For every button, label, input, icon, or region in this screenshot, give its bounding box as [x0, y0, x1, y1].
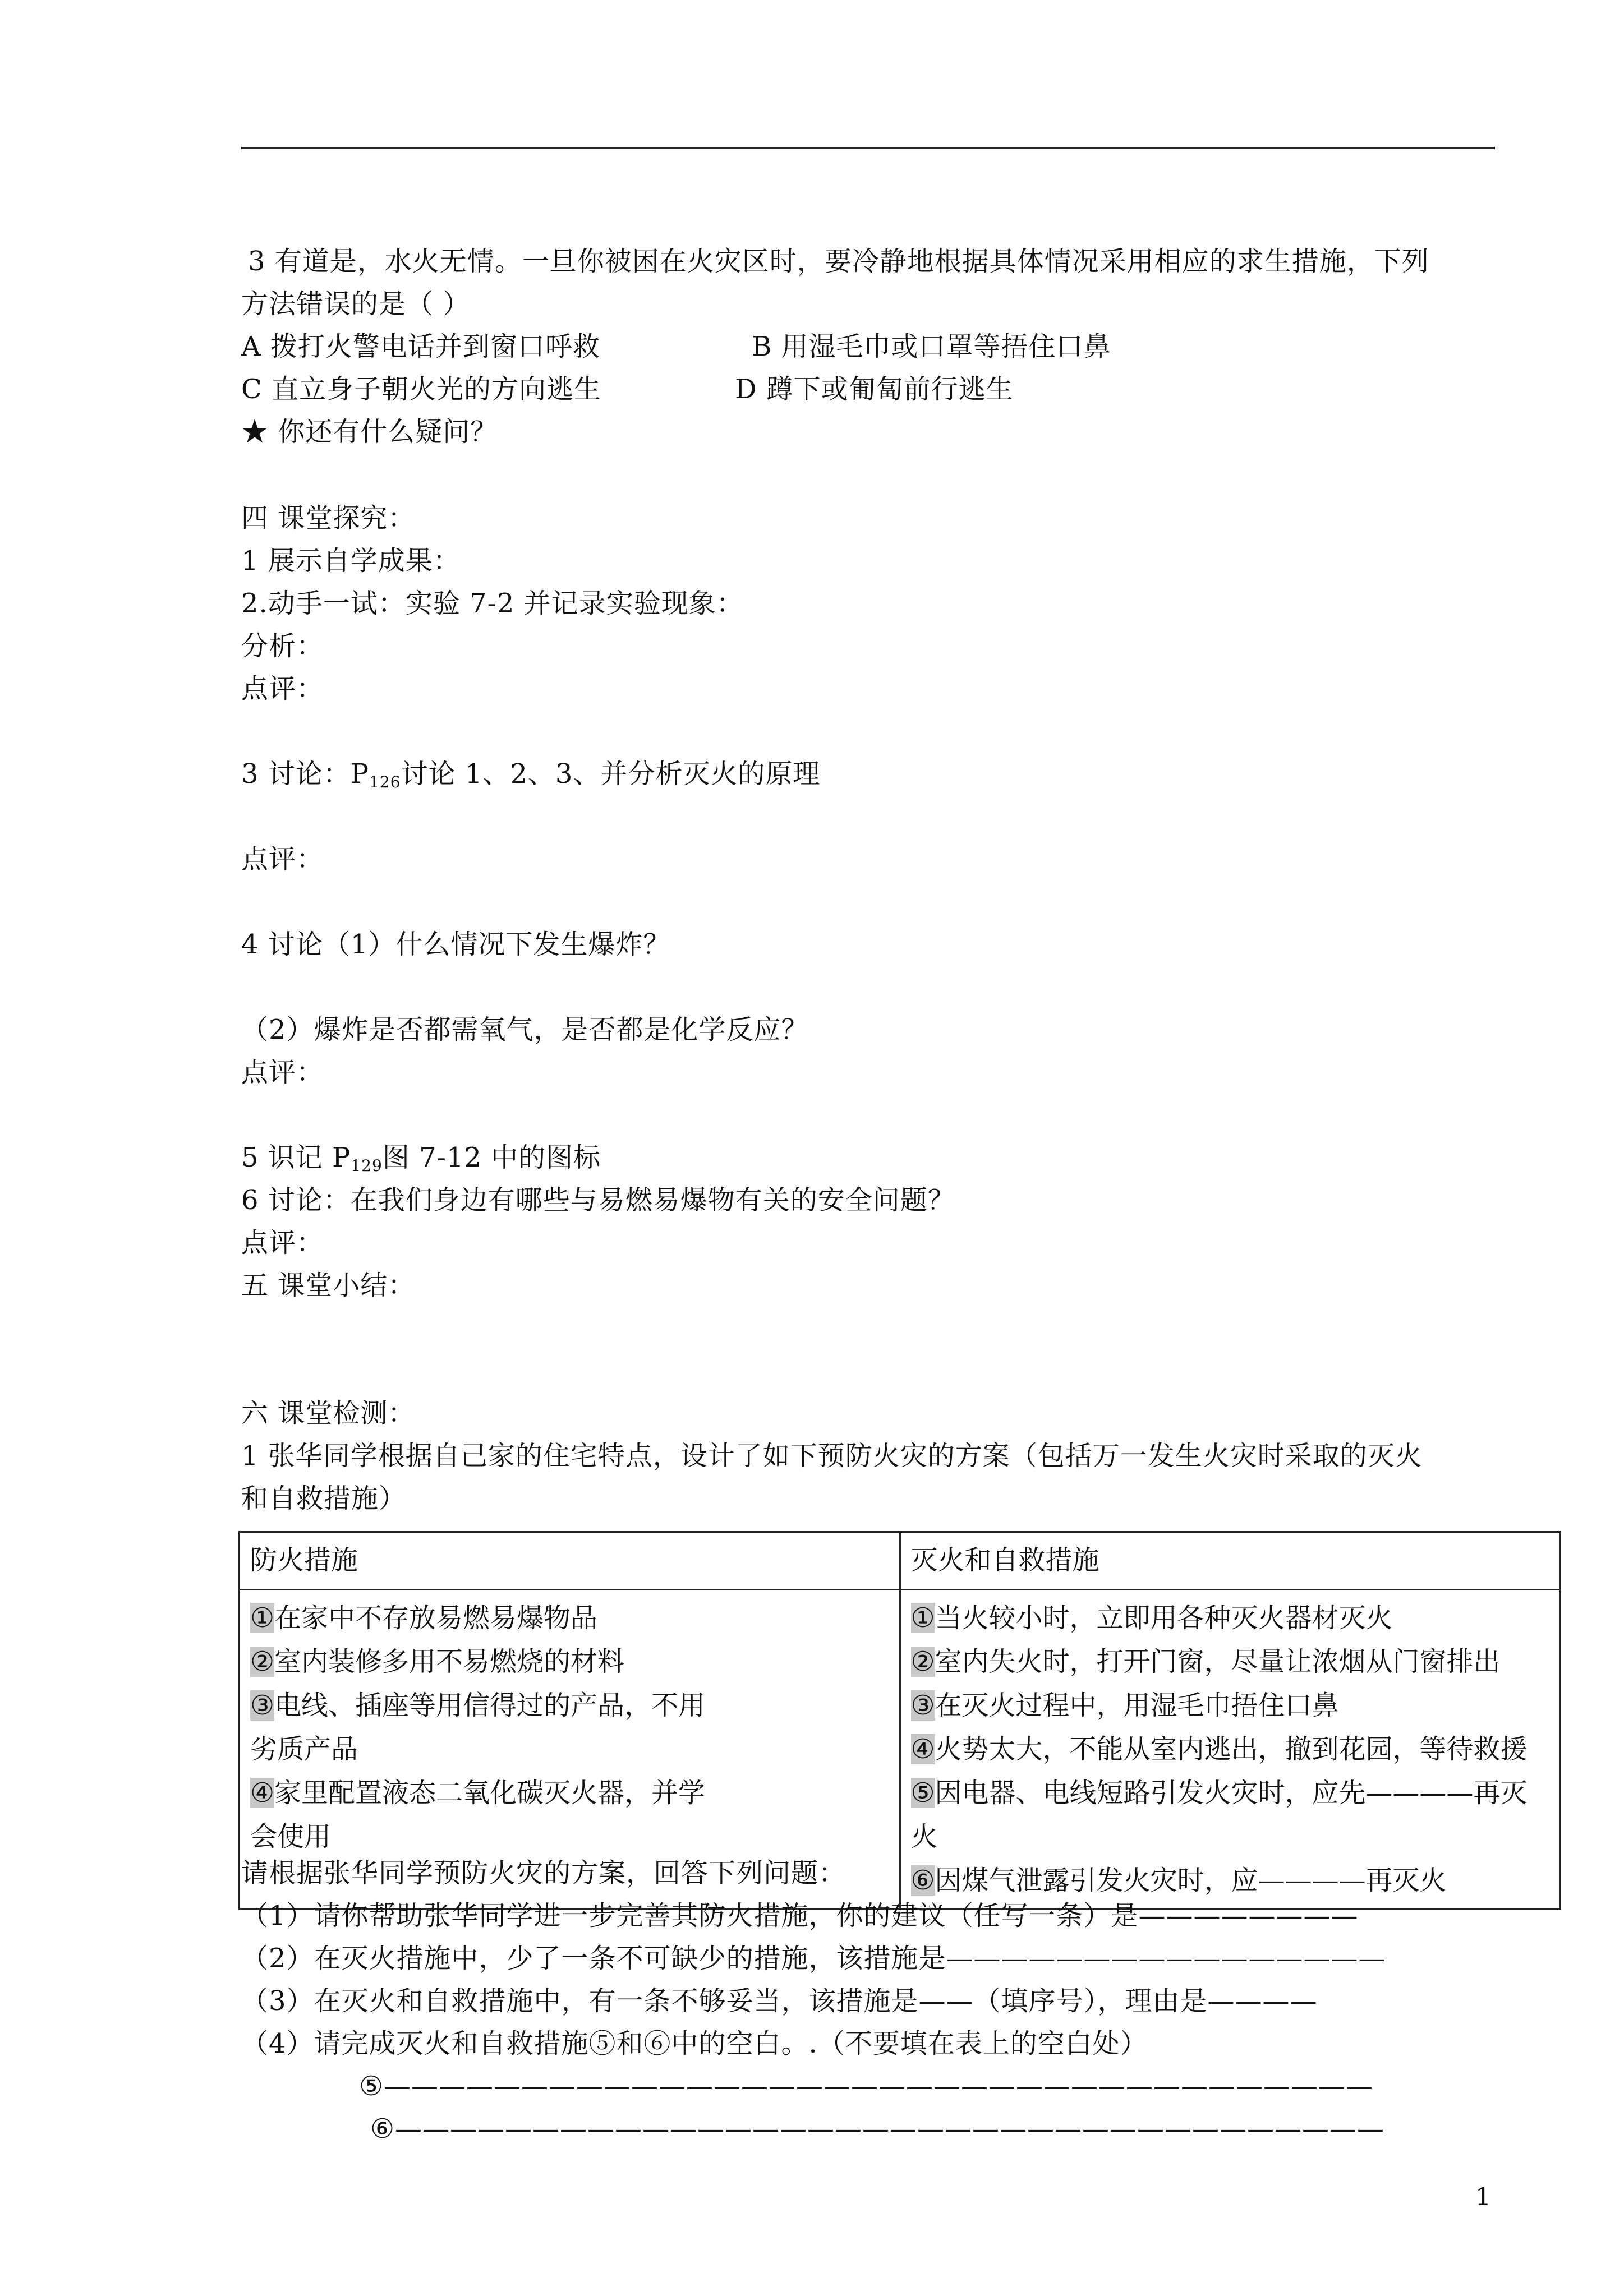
s4-item-4b: （2）爆炸是否都需氧气，是否都是化学反应？	[241, 1014, 809, 1045]
question-4: （4）请完成灭火和自救措施⑤和⑥中的空白。.（不要填在表上的空白处）	[241, 2028, 1148, 2059]
s4-item-5-pre: 5 识记 P	[241, 1142, 351, 1173]
item-text: 火势太大，不能从室内逃出，撤到花园，等待救援	[935, 1733, 1528, 1765]
s4-item-1: 1 展示自学成果：	[241, 545, 461, 577]
s6-item-1-line-1: 1 张华同学根据自己家的住宅特点，设计了如下预防火灾的方案（包括万一发生火灾时采取的灭火	[241, 1440, 1423, 1472]
fighting-item	[911, 1684, 1547, 1727]
s4-comment-label-4: 点评：	[241, 1227, 324, 1258]
question-3: （3）在灭火和自救措施中，有一条不够妥当，该措施是——（填序号），理由是————	[241, 1985, 1318, 2017]
fighting-item	[911, 1727, 1547, 1771]
q3-option-d: D 蹲下或匍匐前行逃生	[735, 374, 1014, 405]
s4-item-3-pre: 3 讨论：P	[241, 758, 370, 790]
item-text: 电线、插座等用信得过的产品，不用	[274, 1690, 706, 1721]
s4-item-3-subscript: 126	[369, 773, 401, 791]
item-number: ②	[910, 1646, 935, 1677]
prevention-item	[250, 1771, 886, 1815]
fighting-item	[911, 1640, 1547, 1684]
q3-line-2: 方法错误的是（ ）	[241, 288, 471, 320]
s4-item-6: 6 讨论：在我们身边有哪些与易燃易爆物有关的安全问题？	[241, 1184, 955, 1216]
s4-comment-label-2: 点评：	[241, 843, 324, 875]
q3-option-c: C 直立身子朝火光的方向逃生	[241, 374, 601, 405]
page-number: 1	[1475, 2183, 1491, 2211]
item-number: ⑤	[910, 1777, 935, 1809]
item-number: ④	[250, 1777, 275, 1809]
s4-comment-label-1: 点评：	[241, 673, 324, 704]
fire-plan-table	[238, 1531, 1561, 1910]
item-text: 劣质产品	[250, 1733, 358, 1765]
s4-item-3	[241, 757, 820, 799]
q3-option-a: A 拨打火警电话并到窗口呼救	[241, 331, 600, 362]
s4-item-3-post: 讨论 1、2、3、并分析灭火的原理	[401, 758, 821, 790]
s4-item-5-subscript: 129	[351, 1156, 383, 1175]
fighting-item	[911, 1859, 1547, 1902]
item-number: ①	[250, 1602, 275, 1634]
item-text: 室内装修多用不易燃烧的材料	[274, 1646, 625, 1677]
s4-analysis-label: 分析：	[241, 630, 324, 662]
item-text: 家里配置液态二氧化碳灭火器，并学	[274, 1777, 706, 1809]
prevention-item	[250, 1684, 886, 1727]
question-1: （1）请你帮助张华同学进一步完善其防火措施，你的建议（任写一条）是————————	[241, 1900, 1359, 1931]
prevention-item	[250, 1640, 886, 1684]
prevention-item-continued	[250, 1727, 886, 1771]
section-4-title: 四 课堂探究：	[241, 502, 416, 534]
header-rule	[241, 147, 1495, 149]
item-text: 会使用	[250, 1821, 332, 1852]
question-2: （2）在灭火措施中，少了一条不可缺少的措施，该措施是————————————————	[241, 1943, 1386, 1974]
questions-intro: 请根据张华同学预防火灾的方案，回答下列问题：	[241, 1857, 846, 1889]
s6-item-1-line-2: 和自救措施）	[241, 1483, 407, 1514]
prevention-item-continued	[250, 1815, 886, 1859]
header-fire-prevention: 防火措施	[240, 1532, 900, 1590]
item-text: 在灭火过程中，用湿毛巾捂住口鼻	[935, 1690, 1339, 1721]
s4-comment-label-3: 点评：	[241, 1057, 324, 1088]
table-header-row	[240, 1532, 1561, 1590]
item-number: ②	[250, 1646, 275, 1677]
answer-blank-6: ⑥————————————————————————————————————	[370, 2113, 1385, 2145]
s4-item-5-post: 图 7-12 中的图标	[382, 1142, 601, 1173]
item-number: ⑥	[910, 1865, 935, 1896]
item-number: ③	[910, 1690, 935, 1721]
item-text: 室内失火时，打开门窗，尽量让浓烟从门窗排出	[935, 1646, 1501, 1677]
section-6-title: 六 课堂检测：	[241, 1398, 416, 1429]
item-number: ①	[910, 1602, 935, 1634]
prevention-item	[250, 1596, 886, 1640]
header-fire-fighting: 灭火和自救措施	[900, 1532, 1561, 1590]
item-text: 在家中不存放易燃易爆物品	[274, 1602, 598, 1634]
q3-line-1: 3 有道是，水火无情。一旦你被困在火灾区时，要冷静地根据具体情况采用相应的求生措施，下列	[248, 246, 1429, 277]
q3-option-b: B 用湿毛巾或口罩等捂住口鼻	[752, 331, 1111, 362]
s4-item-2: 2.动手一试：实验 7-2 并记录实验现象：	[241, 588, 744, 619]
question-prompt: ★ 你还有什么疑问？	[241, 416, 498, 448]
item-number: ④	[910, 1733, 935, 1765]
item-number: ③	[250, 1690, 275, 1721]
item-text: 因电器、电线短路引发火灾时，应先————再灭火	[910, 1777, 1528, 1852]
fighting-item	[911, 1771, 1547, 1859]
item-text: 因煤气泄露引发火灾时，应————再灭火	[935, 1865, 1447, 1896]
fighting-item	[911, 1596, 1547, 1640]
item-text: 当火较小时，立即用各种灭火器材灭火	[935, 1602, 1393, 1634]
fighting-measures-cell	[900, 1590, 1561, 1909]
s4-item-4a: 4 讨论（1）什么情况下发生爆炸？	[241, 929, 671, 960]
answer-blank-5: ⑤————————————————————————————————————	[359, 2071, 1374, 2102]
section-5-title: 五 课堂小结：	[241, 1270, 416, 1301]
s4-item-5	[241, 1141, 601, 1183]
